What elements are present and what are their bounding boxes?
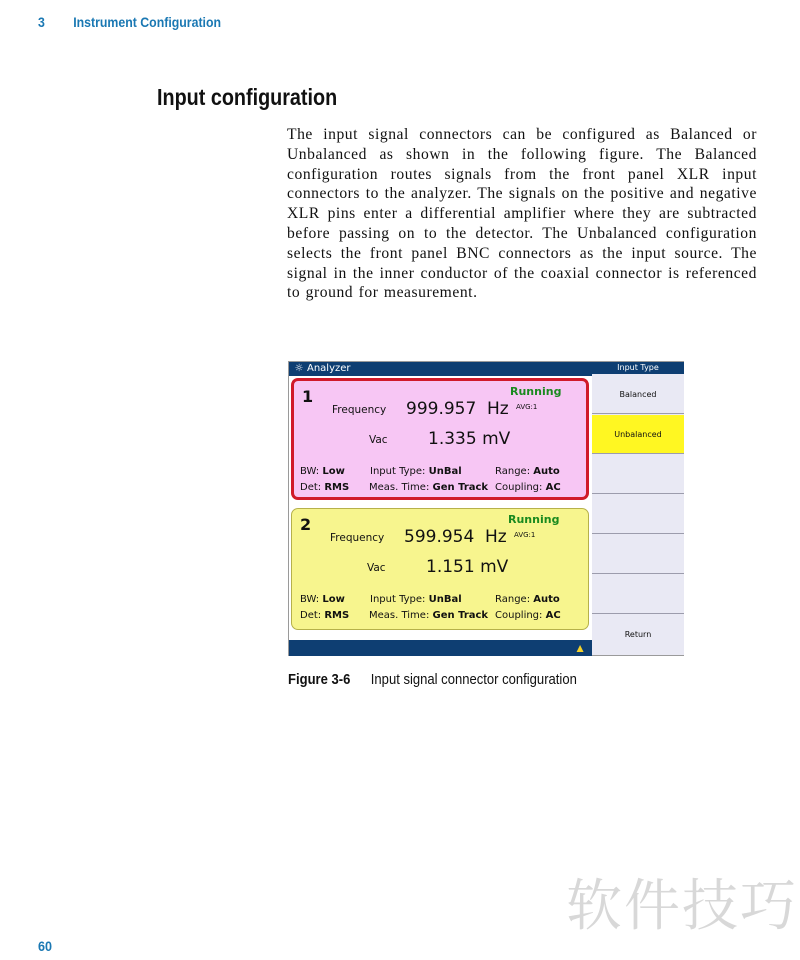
meas-time-setting (369, 610, 488, 621)
input-type-label: Input Type: (370, 594, 426, 605)
voltage-label: Vac (369, 434, 388, 446)
det-setting (300, 482, 349, 493)
bw-setting (300, 466, 345, 477)
window-titlebar (289, 362, 592, 376)
meas-time-value: Gen Track (432, 610, 489, 621)
analyzer-figure (288, 361, 684, 656)
figure-caption (288, 672, 577, 688)
avg-indicator: AVG:1 (514, 531, 536, 539)
channel-panel-2[interactable] (291, 508, 589, 630)
channel-number: 1 (302, 387, 314, 406)
page-number: 60 (38, 938, 53, 954)
measurement-area (289, 376, 591, 642)
channel-panel-1[interactable] (291, 378, 589, 500)
watermark: 软件技巧 (566, 874, 798, 939)
range-label: Range: (495, 466, 531, 477)
input-type-label: Input Type: (370, 466, 426, 477)
input-type-setting (370, 594, 462, 605)
status-label: Running (510, 385, 562, 398)
bw-setting (300, 594, 345, 605)
bw-label: BW: (300, 594, 320, 605)
frequency-label: Frequency (332, 404, 387, 416)
frequency-label: Frequency (330, 532, 385, 544)
window-title: Analyzer (307, 363, 351, 374)
bw-value: Low (322, 466, 345, 477)
softkey-blank-4[interactable] (592, 575, 684, 614)
voltage-value: 1.335 mV (428, 429, 511, 449)
figure-number: Figure 3-6 (288, 672, 351, 688)
range-setting (495, 594, 560, 605)
chapter-number: 3 (38, 14, 45, 30)
input-type-value: UnBal (428, 594, 462, 605)
gear-icon: ☼ (294, 363, 304, 374)
det-value: RMS (324, 482, 350, 493)
softkey-balanced[interactable]: Balanced (592, 375, 684, 414)
voltage-value: 1.151 mV (426, 557, 509, 577)
softkey-menu (592, 362, 684, 655)
det-label: Det: (300, 610, 322, 621)
coupling-value: AC (545, 610, 561, 621)
softkey-blank-2[interactable] (592, 495, 684, 534)
running-header (38, 14, 221, 30)
softkey-blank-1[interactable] (592, 455, 684, 494)
coupling-value: AC (545, 482, 561, 493)
range-setting (495, 466, 560, 477)
chapter-title: Instrument Configuration (73, 14, 222, 30)
meas-time-setting (369, 482, 488, 493)
det-setting (300, 610, 349, 621)
coupling-setting (495, 482, 561, 493)
arrow-up-icon: ▲ (574, 641, 586, 655)
range-value: Auto (533, 594, 560, 605)
bw-label: BW: (300, 466, 320, 477)
channel-number: 2 (300, 515, 312, 534)
coupling-label: Coupling: (495, 482, 543, 493)
bw-value: Low (322, 594, 345, 605)
meas-time-value: Gen Track (432, 482, 489, 493)
voltage-label: Vac (367, 562, 386, 574)
meas-time-label: Meas. Time: (369, 482, 430, 493)
det-value: RMS (324, 610, 350, 621)
softkey-unbalanced[interactable]: Unbalanced (592, 415, 684, 454)
frequency-unit: Hz (485, 527, 507, 547)
body-paragraph: The input signal connectors can be configured as Balanced or Unbalanced as shown in the following figure. The Balanced configuration routes signals from the front panel XLR input connectors to the analyzer. The signals on the positive and negative XLR pins enter a differential amplifier where they are subtracted before passing on to the detector. The Unbalanced configuration selects the front panel BNC connectors as the input source. The signal in the inner conductor of the coaxial connector is referenced to ground for measurement. (287, 126, 757, 302)
frequency-value: 999.957 (406, 399, 477, 419)
input-type-setting (370, 466, 462, 477)
coupling-label: Coupling: (495, 610, 543, 621)
figure-caption-text: Input signal connector configuration (370, 672, 577, 688)
status-bar (289, 640, 592, 656)
softkey-return[interactable]: Return (624, 630, 652, 639)
softkey-blank-3[interactable] (592, 535, 684, 574)
coupling-setting (495, 610, 561, 621)
det-label: Det: (300, 482, 322, 493)
avg-indicator: AVG:1 (516, 403, 538, 411)
meas-time-label: Meas. Time: (369, 610, 430, 621)
frequency-unit: Hz (487, 399, 509, 419)
range-value: Auto (533, 466, 560, 477)
input-type-value: UnBal (428, 466, 462, 477)
section-title: Input configuration (157, 84, 338, 110)
softkey-menu-title: Input Type (592, 362, 684, 374)
status-label: Running (508, 513, 560, 526)
frequency-value: 599.954 (404, 527, 475, 547)
range-label: Range: (495, 594, 531, 605)
